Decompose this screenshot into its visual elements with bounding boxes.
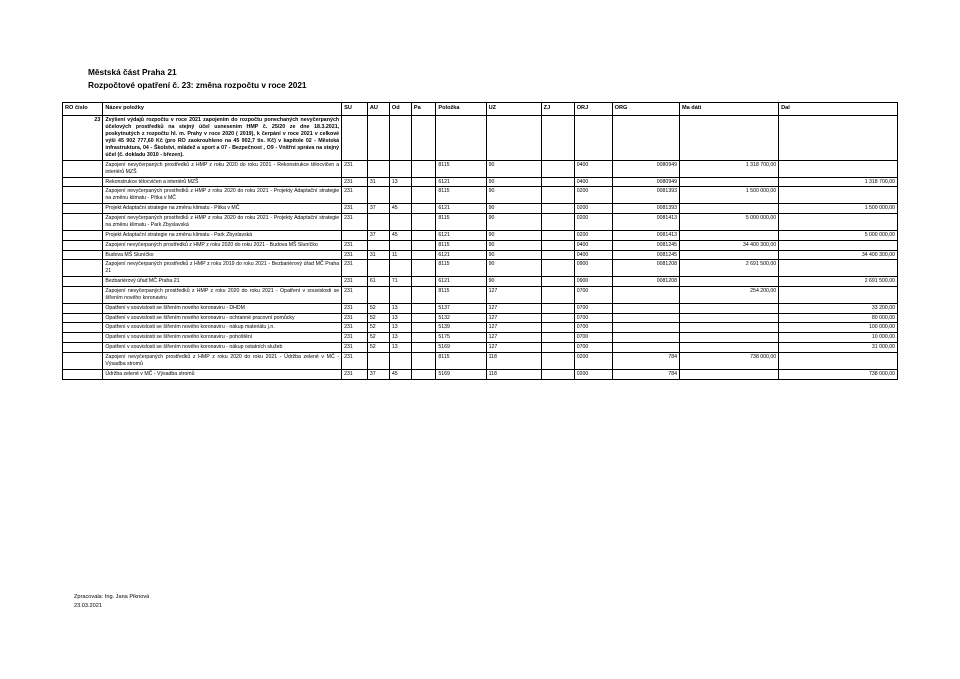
cell-uz: 127 — [486, 323, 541, 333]
cell-orj: 0700 — [574, 313, 612, 323]
cell-uz: 90 — [486, 240, 541, 250]
cell-zj — [541, 303, 574, 313]
cell-dal: 2 691 500,00 — [779, 277, 898, 287]
cell-od — [389, 286, 411, 303]
cell-org: 0081413 — [612, 214, 679, 231]
cell-ro — [63, 286, 103, 303]
cell-ro — [63, 214, 103, 231]
cell-polozka: 6121 — [436, 250, 486, 260]
cell-dal: 33 200,00 — [779, 303, 898, 313]
cell-pa — [411, 323, 435, 333]
column-header-madati: Ma dáti — [679, 103, 778, 116]
cell-su: 231 — [342, 303, 368, 313]
cell-au: 52 — [367, 343, 389, 353]
table-row — [63, 277, 898, 287]
cell-ro — [63, 303, 103, 313]
cell-madati — [679, 369, 778, 379]
cell-orj: 0400 — [574, 160, 612, 177]
cell-od — [389, 160, 411, 177]
cell-ro — [63, 260, 103, 277]
cell-ro — [63, 323, 103, 333]
cell-org: 0081245 — [612, 250, 679, 260]
cell-su: 231 — [342, 204, 368, 214]
cell-zj — [541, 250, 574, 260]
cell-su: 231 — [342, 352, 368, 369]
cell-au: 37 — [367, 204, 389, 214]
table-row — [63, 204, 898, 214]
document-title: Rozpočtové opatření č. 23: změna rozpočtu v roce 2021 — [88, 79, 307, 90]
cell-od: 13 — [389, 303, 411, 313]
cell-pa — [411, 160, 435, 177]
cell-orj: 0400 — [574, 177, 612, 187]
cell-nazev: Opatření v souvislosti se šířením nového koronaviru - DHDM — [103, 303, 342, 313]
cell-nazev: Budova MŠ Sluníčko — [103, 250, 342, 260]
cell-ro — [63, 177, 103, 187]
table-row — [63, 260, 898, 277]
cell-polozka — [436, 116, 486, 161]
cell-od: 11 — [389, 250, 411, 260]
cell-orj: 0700 — [574, 343, 612, 353]
cell-zj — [541, 343, 574, 353]
table-header — [63, 103, 898, 116]
cell-zj — [541, 177, 574, 187]
document-date: 23.03.2021 — [74, 602, 102, 609]
cell-nazev: Zapojení nevyčerpaných prostředků z HMP z roku 2020 do roku 2021 - Rekonstrukce tělocvičen a interiérů MZŠ — [103, 160, 342, 177]
cell-ro — [63, 230, 103, 240]
cell-orj: 0700 — [574, 303, 612, 313]
table-row — [63, 369, 898, 379]
column-header-nazev: Název položky — [103, 103, 342, 116]
cell-ro — [63, 277, 103, 287]
budget-table — [62, 102, 898, 380]
cell-orj: 0200 — [574, 352, 612, 369]
column-header-pa: Pa — [411, 103, 435, 116]
cell-au: 31 — [367, 250, 389, 260]
table-row — [63, 352, 898, 369]
cell-au: 37 — [367, 369, 389, 379]
cell-polozka: 8115 — [436, 240, 486, 250]
cell-uz: 127 — [486, 343, 541, 353]
cell-uz: 90 — [486, 230, 541, 240]
cell-su: 231 — [342, 277, 368, 287]
cell-polozka: 8115 — [436, 187, 486, 204]
cell-uz: 90 — [486, 204, 541, 214]
cell-polozka: 6121 — [436, 204, 486, 214]
cell-ro — [63, 204, 103, 214]
cell-uz: 90 — [486, 177, 541, 187]
cell-zj — [541, 240, 574, 250]
cell-nazev: Zapojení nevyčerpaných prostředků z HMP z roku 2020 do roku 2021 - Údržba zeleně v MČ - Výsadba stromů — [103, 352, 342, 369]
cell-polozka: 5139 — [436, 323, 486, 333]
table-row — [63, 160, 898, 177]
cell-pa — [411, 303, 435, 313]
cell-madati: 2 691 500,00 — [679, 260, 778, 277]
cell-nazev: Opatření v souvislosti se šířením nového koronaviru - nákup ostatních služeb — [103, 343, 342, 353]
cell-su: 231 — [342, 187, 368, 204]
cell-nazev: Zapojení nevyčerpaných prostředků z HMP z roku 2020 do roku 2021 - Budova MŠ Sluníčko — [103, 240, 342, 250]
cell-pa — [411, 313, 435, 323]
cell-uz: 90 — [486, 214, 541, 231]
cell-su — [342, 116, 368, 161]
column-header-orj: ORJ — [574, 103, 612, 116]
cell-madati: 254 200,00 — [679, 286, 778, 303]
cell-od: 13 — [389, 177, 411, 187]
cell-zj — [541, 230, 574, 240]
cell-au — [367, 240, 389, 250]
cell-dal: 80 000,00 — [779, 313, 898, 323]
cell-polozka: 8115 — [436, 214, 486, 231]
cell-zj — [541, 369, 574, 379]
cell-orj: 0400 — [574, 240, 612, 250]
table-row — [63, 333, 898, 343]
cell-dal — [779, 286, 898, 303]
column-header-od: Od — [389, 103, 411, 116]
cell-nazev: Bezbariérový úřad MČ Praha 21 — [103, 277, 342, 287]
cell-au: 52 — [367, 333, 389, 343]
cell-pa — [411, 187, 435, 204]
cell-od — [389, 187, 411, 204]
cell-od — [389, 352, 411, 369]
cell-au — [367, 352, 389, 369]
cell-org: 0081413 — [612, 230, 679, 240]
cell-madati — [679, 277, 778, 287]
cell-au: 52 — [367, 313, 389, 323]
cell-polozka: 6121 — [436, 177, 486, 187]
organization-name: Městská část Praha 21 — [88, 67, 177, 77]
cell-nazev: Opatření v souvislosti se šířením nového koronaviru - pohoštění — [103, 333, 342, 343]
cell-au: 52 — [367, 303, 389, 313]
cell-org — [612, 303, 679, 313]
cell-su: 231 — [342, 343, 368, 353]
cell-uz: 90 — [486, 250, 541, 260]
table-row — [63, 177, 898, 187]
cell-au — [367, 160, 389, 177]
cell-pa — [411, 286, 435, 303]
cell-org: 0080949 — [612, 160, 679, 177]
cell-madati: 1 500 000,00 — [679, 187, 778, 204]
cell-org: 0081393 — [612, 187, 679, 204]
cell-pa — [411, 230, 435, 240]
table-row — [63, 214, 898, 231]
cell-au: 37 — [367, 230, 389, 240]
cell-org: 0081208 — [612, 260, 679, 277]
cell-orj: 0200 — [574, 214, 612, 231]
cell-su: 231 — [342, 260, 368, 277]
table-header-row — [63, 103, 898, 116]
cell-nazev: Opatření v souvislosti se šířením nového koronaviru - nákup materiálu j.n. — [103, 323, 342, 333]
cell-su: 231 — [342, 250, 368, 260]
cell-ro — [63, 343, 103, 353]
cell-od: 13 — [389, 323, 411, 333]
cell-zj — [541, 116, 574, 161]
cell-nazev: Projekt Adaptační strategie na změnu klimatu - Pítka v MČ — [103, 204, 342, 214]
cell-su: 231 — [342, 214, 368, 231]
cell-polozka: 5137 — [436, 303, 486, 313]
document-footer — [74, 593, 149, 611]
cell-org — [612, 313, 679, 323]
cell-od: 13 — [389, 333, 411, 343]
cell-polozka: 5132 — [436, 313, 486, 323]
cell-orj: 0200 — [574, 369, 612, 379]
cell-uz: 127 — [486, 313, 541, 323]
cell-pa — [411, 240, 435, 250]
cell-pa — [411, 214, 435, 231]
cell-polozka: 8115 — [436, 286, 486, 303]
column-header-au: AU — [367, 103, 389, 116]
cell-madati — [679, 204, 778, 214]
cell-pa — [411, 116, 435, 161]
cell-dal: 1 318 700,00 — [779, 177, 898, 187]
cell-dal: 34 400 300,00 — [779, 250, 898, 260]
cell-polozka: 6121 — [436, 277, 486, 287]
cell-org — [612, 116, 679, 161]
cell-au: 31 — [367, 177, 389, 187]
cell-zj — [541, 204, 574, 214]
cell-su: 231 — [342, 240, 368, 250]
table-row — [63, 343, 898, 353]
cell-pa — [411, 343, 435, 353]
cell-polozka: 5169 — [436, 369, 486, 379]
cell-zj — [541, 286, 574, 303]
cell-uz: 127 — [486, 333, 541, 343]
cell-su — [342, 230, 368, 240]
cell-dal: 5 000 000,00 — [779, 230, 898, 240]
cell-org: 0081393 — [612, 204, 679, 214]
cell-madati — [679, 343, 778, 353]
cell-org — [612, 286, 679, 303]
cell-uz: 127 — [486, 303, 541, 313]
cell-nazev: Údržba zeleně v MČ - Výsadba stromů — [103, 369, 342, 379]
cell-au — [367, 286, 389, 303]
cell-uz: 127 — [486, 286, 541, 303]
cell-dal — [779, 160, 898, 177]
cell-orj: 0700 — [574, 323, 612, 333]
cell-uz: 90 — [486, 187, 541, 204]
cell-au — [367, 260, 389, 277]
cell-madati: 738 000,00 — [679, 352, 778, 369]
cell-su: 231 — [342, 286, 368, 303]
cell-su: 231 — [342, 313, 368, 323]
cell-madati: 5 000 000,00 — [679, 214, 778, 231]
cell-orj: 0200 — [574, 204, 612, 214]
cell-ro — [63, 333, 103, 343]
cell-nazev: Opatření v souvislosti se šířením nového koronaviru - ochranné pracovní pomůcky — [103, 313, 342, 323]
cell-pa — [411, 204, 435, 214]
cell-polozka: 5169 — [436, 343, 486, 353]
cell-madati — [679, 116, 778, 161]
prepared-by: Zpracovala: Ing. Jana Piknová — [74, 594, 150, 600]
cell-madati — [679, 303, 778, 313]
cell-orj: 0400 — [574, 250, 612, 260]
cell-au: 61 — [367, 277, 389, 287]
cell-dal: 1 500 000,00 — [779, 204, 898, 214]
table-row — [63, 313, 898, 323]
cell-polozka: 8115 — [436, 160, 486, 177]
cell-ro — [63, 352, 103, 369]
cell-ro — [63, 240, 103, 250]
table-row — [63, 240, 898, 250]
cell-nazev: Zapojení nevyčerpaných prostředků z HMP z roku 2020 do roku 2021 - Projekty Adaptační strategie na změnu klimatu - Pítka v MČ — [103, 187, 342, 204]
cell-dal — [779, 260, 898, 277]
cell-orj: 0700 — [574, 286, 612, 303]
cell-uz — [486, 116, 541, 161]
cell-od — [389, 260, 411, 277]
cell-pa — [411, 369, 435, 379]
cell-org: 0081208 — [612, 277, 679, 287]
cell-madati — [679, 250, 778, 260]
cell-madati — [679, 333, 778, 343]
cell-ro — [63, 160, 103, 177]
cell-od — [389, 240, 411, 250]
cell-org — [612, 323, 679, 333]
cell-org — [612, 343, 679, 353]
cell-zj — [541, 260, 574, 277]
cell-su: 231 — [342, 177, 368, 187]
cell-orj: 0900 — [574, 260, 612, 277]
cell-zj — [541, 333, 574, 343]
cell-au — [367, 214, 389, 231]
cell-zj — [541, 214, 574, 231]
cell-su: 231 — [342, 160, 368, 177]
column-header-ro: RO číslo — [63, 103, 103, 116]
cell-madati: 34 400 300,00 — [679, 240, 778, 250]
cell-orj: 0200 — [574, 230, 612, 240]
cell-od: 45 — [389, 369, 411, 379]
table-row — [63, 303, 898, 313]
cell-org: 0081245 — [612, 240, 679, 250]
cell-org: 784 — [612, 352, 679, 369]
cell-dal — [779, 116, 898, 161]
cell-pa — [411, 277, 435, 287]
cell-au — [367, 187, 389, 204]
cell-orj: 0700 — [574, 333, 612, 343]
cell-su: 231 — [342, 369, 368, 379]
cell-zj — [541, 187, 574, 204]
cell-zj — [541, 323, 574, 333]
cell-madati — [679, 177, 778, 187]
column-header-su: SU — [342, 103, 368, 116]
cell-od: 13 — [389, 313, 411, 323]
cell-madati — [679, 313, 778, 323]
table-row — [63, 116, 898, 161]
cell-dal — [779, 214, 898, 231]
cell-au: 52 — [367, 323, 389, 333]
cell-polozka: 8115 — [436, 352, 486, 369]
cell-org: 0080949 — [612, 177, 679, 187]
cell-orj: 0900 — [574, 277, 612, 287]
cell-nazev: Zvýšení výdajů rozpočtu v roce 2021 zapojením do rozpočtu ponechaných nevyčerpaných účelových prostředků na stejný účel usnesením HMP č. 25/20 ze dne 18.3.2021, poskytnutých z rozpočtu hl. m. Prahy v roce 2020 ( 2019), k čerpání v roce 2021 v celkové výši 45 902 777,60 Kč (pro RO zaokrouhleno na 45 902,7 tis. Kč) v kapitole 02 - Městská infrastruktura, 04 - Školství, mládež a sport a 07 - Bezpečnost , O9 - Vnitřní správa na stejný účel (č. dokladu 3010 - březen). — [103, 116, 342, 161]
cell-madati: 1 318 700,00 — [679, 160, 778, 177]
column-header-uz: UZ — [486, 103, 541, 116]
cell-polozka: 5175 — [436, 333, 486, 343]
cell-dal: 100 000,00 — [779, 323, 898, 333]
cell-dal — [779, 352, 898, 369]
column-header-org: ORG — [612, 103, 679, 116]
cell-uz: 90 — [486, 260, 541, 277]
document-header — [88, 66, 307, 92]
cell-su: 231 — [342, 323, 368, 333]
cell-nazev: Zapojení nevyčerpaných prostředků z HMP z roku 2019 do roku 2021 - Bezbariérový úřad MČ Praha 21 — [103, 260, 342, 277]
cell-uz: 118 — [486, 352, 541, 369]
cell-od: 45 — [389, 230, 411, 240]
table-row — [63, 250, 898, 260]
cell-madati — [679, 230, 778, 240]
cell-zj — [541, 160, 574, 177]
cell-pa — [411, 333, 435, 343]
table-row — [63, 187, 898, 204]
cell-orj — [574, 116, 612, 161]
cell-dal: 738 000,00 — [779, 369, 898, 379]
cell-madati — [679, 323, 778, 333]
cell-au — [367, 116, 389, 161]
cell-dal — [779, 187, 898, 204]
cell-od — [389, 214, 411, 231]
cell-ro — [63, 369, 103, 379]
cell-nazev: Rekonstrukce tělocvičen a interiérů MZŠ — [103, 177, 342, 187]
column-header-zj: ZJ — [541, 103, 574, 116]
cell-ro — [63, 313, 103, 323]
cell-nazev: Zapojení nevyčerpaných prostředků z HMP z roku 2020 do roku 2021 - Projekty Adaptační strategie na změnu klimatu - Park Zbyslavská — [103, 214, 342, 231]
cell-uz: 118 — [486, 369, 541, 379]
cell-uz: 90 — [486, 277, 541, 287]
cell-org: 784 — [612, 369, 679, 379]
cell-pa — [411, 250, 435, 260]
cell-su: 231 — [342, 333, 368, 343]
cell-pa — [411, 352, 435, 369]
cell-nazev: Zapojení nevyčerpaných prostředků z HMP z roku 2020 do roku 2021 - Opatření v souvislosti se šířením nového koronaviru — [103, 286, 342, 303]
cell-ro: 23 — [63, 116, 103, 161]
cell-zj — [541, 313, 574, 323]
cell-polozka: 8115 — [436, 260, 486, 277]
cell-orj: 0200 — [574, 187, 612, 204]
column-header-polozka: Položka — [436, 103, 486, 116]
cell-od: 71 — [389, 277, 411, 287]
cell-dal: 31 000,00 — [779, 343, 898, 353]
cell-dal: 10 000,00 — [779, 333, 898, 343]
cell-polozka: 6121 — [436, 230, 486, 240]
table-body — [63, 116, 898, 380]
cell-uz: 90 — [486, 160, 541, 177]
cell-pa — [411, 177, 435, 187]
table-row — [63, 286, 898, 303]
column-header-dal: Dal — [779, 103, 898, 116]
cell-zj — [541, 277, 574, 287]
cell-ro — [63, 187, 103, 204]
cell-od: 45 — [389, 204, 411, 214]
table-row — [63, 323, 898, 333]
cell-pa — [411, 260, 435, 277]
cell-dal — [779, 240, 898, 250]
cell-nazev: Projekt Adaptační strategie na změnu klimatu - Park Zbyslavská — [103, 230, 342, 240]
cell-zj — [541, 352, 574, 369]
table-row — [63, 230, 898, 240]
cell-od: 13 — [389, 343, 411, 353]
cell-ro — [63, 250, 103, 260]
cell-od — [389, 116, 411, 161]
cell-org — [612, 333, 679, 343]
